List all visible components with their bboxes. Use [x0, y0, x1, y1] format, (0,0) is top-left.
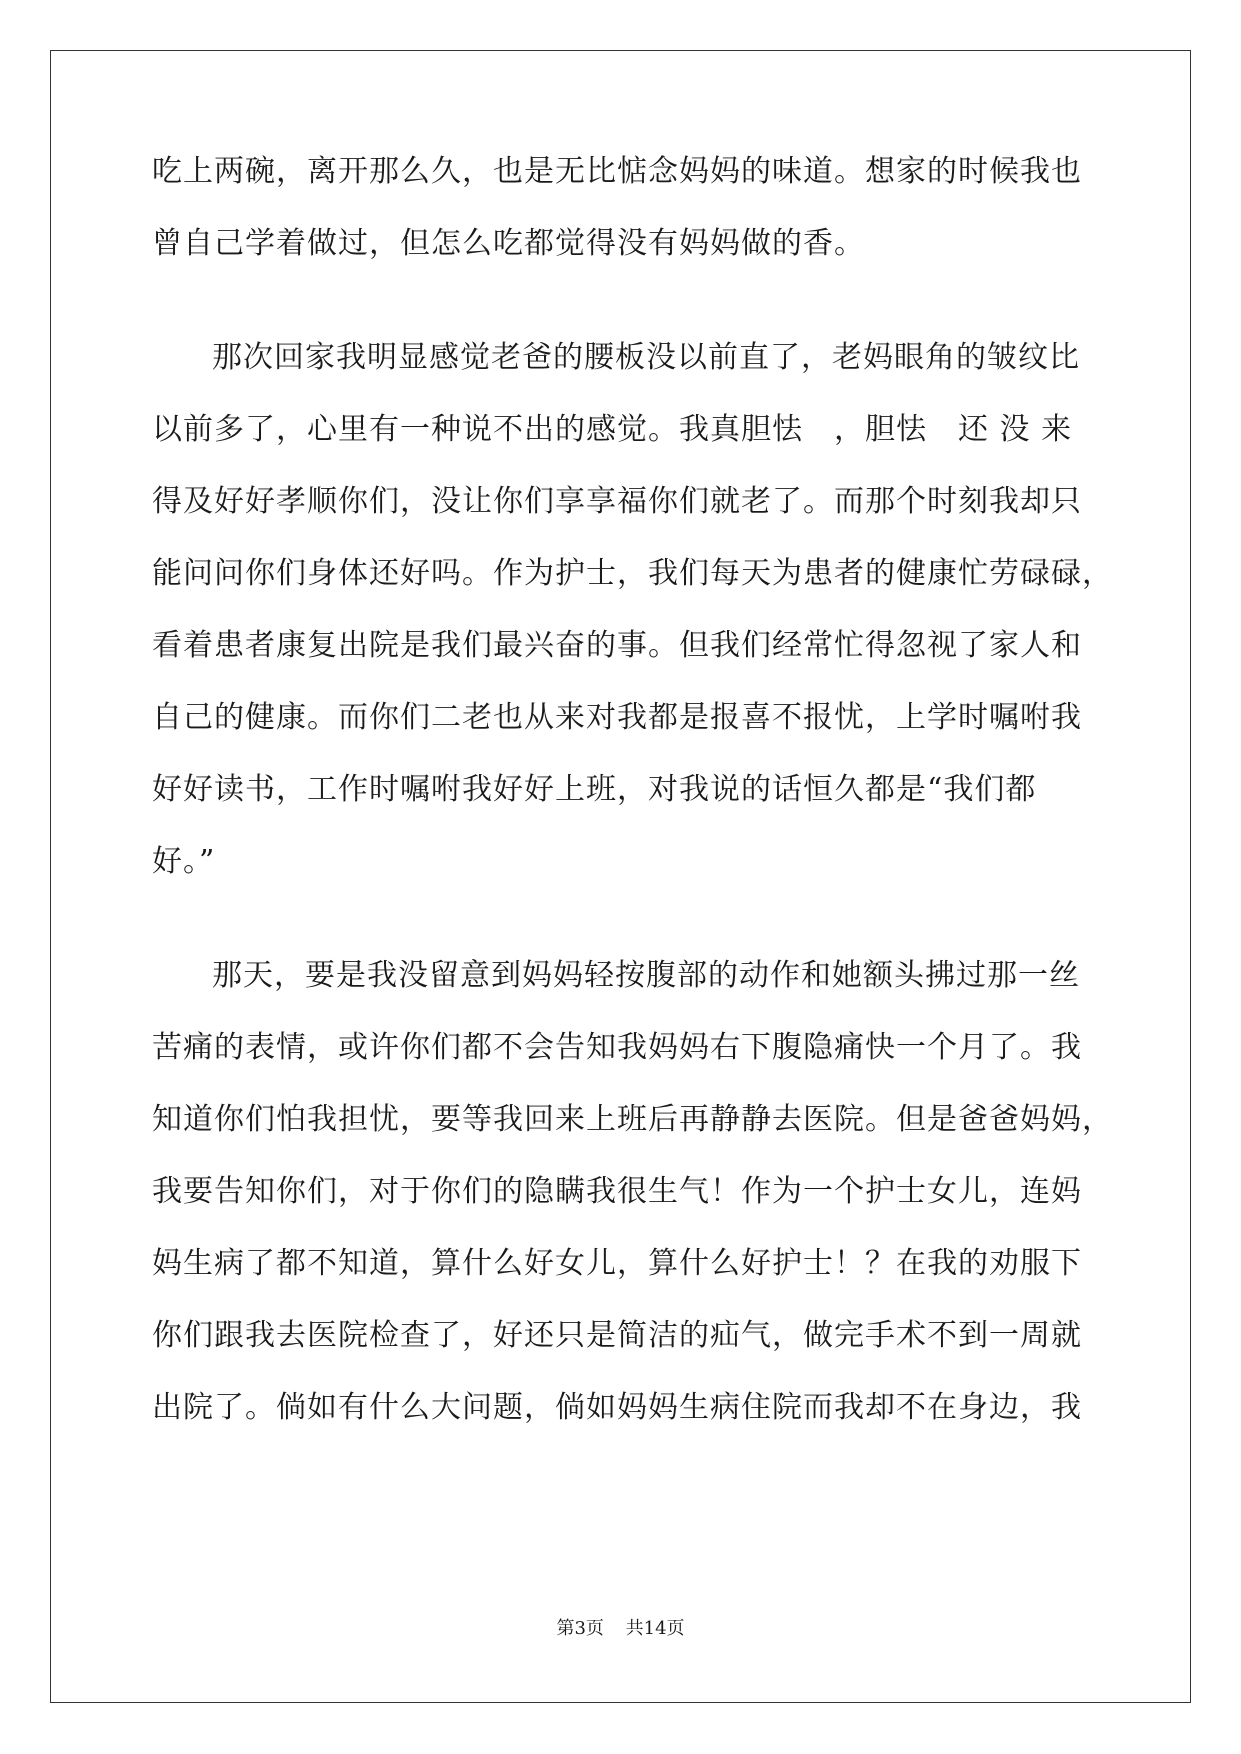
text-line: 得及好好孝顺你们，没让你们享享福你们就老了。而那个时刻我却只	[152, 484, 1082, 519]
text-line: 好。”	[152, 844, 216, 879]
text-line: 那次回家我明显感觉老爸的腰板没以前直了，老妈眼角的皱纹比	[212, 340, 1080, 375]
text-line: 我要告知你们，对于你们的隐瞒我很生气！作为一个护士女儿，连妈	[152, 1174, 1082, 1209]
page-footer	[0, 1617, 1241, 1641]
text-line: 苦痛的表情，或许你们都不会告知我妈妈右下腹隐痛快一个月了。我	[152, 1030, 1082, 1065]
text-line: 吃上两碗，离开那么久，也是无比惦念妈妈的味道。想家的时候我也	[152, 154, 1082, 189]
text-line: 妈生病了都不知道，算什么好女儿，算什么好护士！？在我的劝服下	[152, 1246, 1082, 1281]
text-line: 出院了。倘如有什么大问题，倘如妈妈生病住院而我却不在身边，我	[152, 1390, 1082, 1425]
text-line: 以前多了，心里有一种说不出的感觉。我真胆怯 ，胆怯 还 没 来	[152, 412, 1073, 447]
text-line: 自己的健康。而你们二老也从来对我都是报喜不报忧，上学时嘱咐我	[152, 700, 1082, 735]
text-line: 能问问你们身体还好吗。作为护士，我们每天为患者的健康忙劳碌碌，	[152, 556, 1113, 591]
text-line: 你们跟我去医院检查了，好还只是简洁的疝气，做完手术不到一周就	[152, 1318, 1082, 1353]
page-total: 共14页	[625, 1618, 685, 1639]
text-line: 那天，要是我没留意到妈妈轻按腹部的动作和她额头拂过那一丝	[212, 958, 1080, 993]
page-number: 第3页	[556, 1618, 604, 1639]
text-line: 知道你们怕我担忧，要等我回来上班后再静静去医院。但是爸爸妈妈，	[152, 1102, 1113, 1137]
text-line: 好好读书，工作时嘱咐我好好上班，对我说的话恒久都是“我们都	[152, 772, 1037, 807]
text-line: 曾自己学着做过，但怎么吃都觉得没有妈妈做的香。	[152, 226, 865, 261]
text-line: 看着患者康复出院是我们最兴奋的事。但我们经常忙得忽视了家人和	[152, 628, 1082, 663]
